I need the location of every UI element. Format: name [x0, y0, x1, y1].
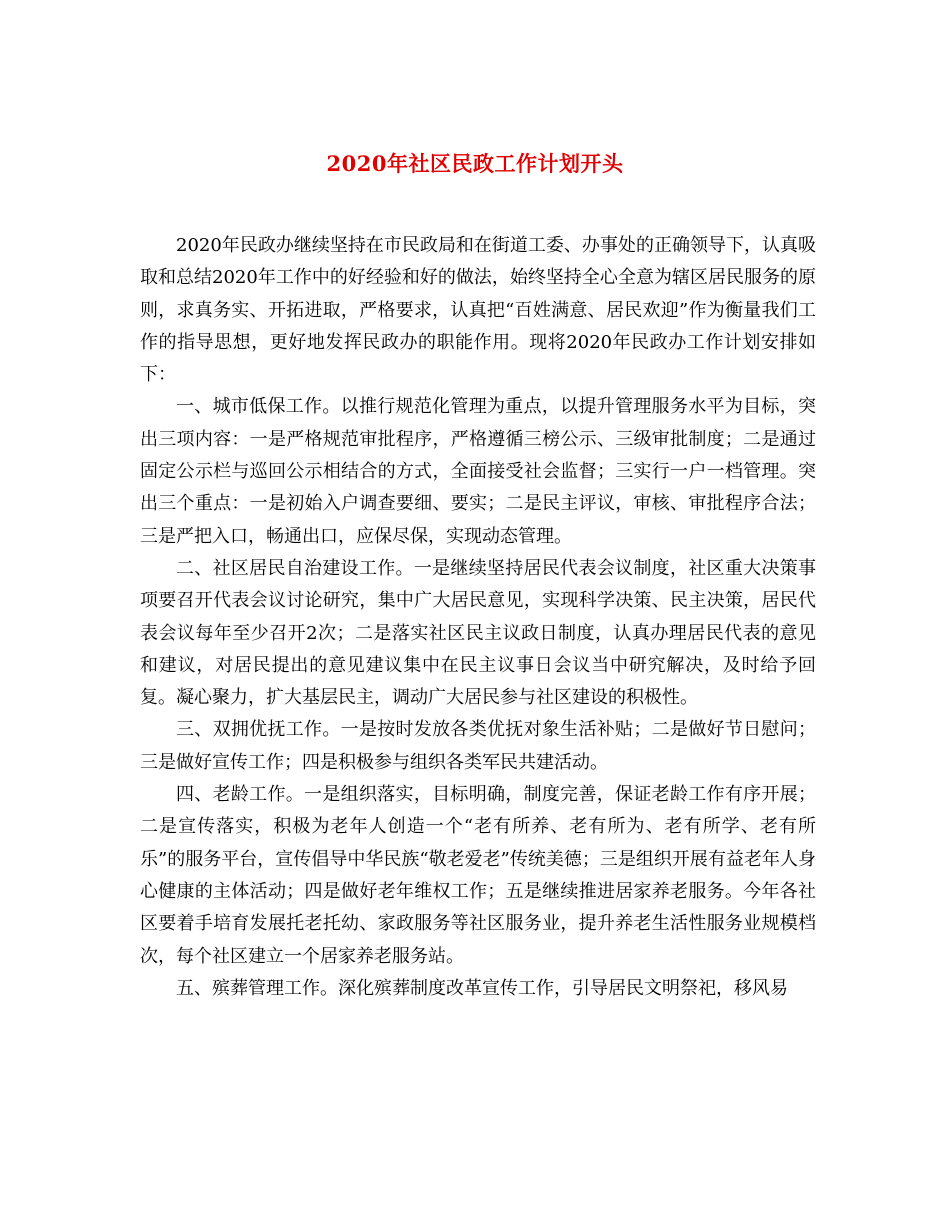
paragraph-funeral-management: 五、殡葬管理工作。深化殡葬制度改革宣传工作，引导居民文明祭祀，移风易	[176, 977, 788, 999]
paragraph-resident-autonomy: 二、社区居民自治建设工作。一是继续坚持居民代表会议制度，社区重大决策事项要召开代表会议讨论研究，集中广大居民意见，实现科学决策、民主决策，居民代表会议每年至少召开2次；二是落实社区民主议政日制度，认真办理居民代表的意见和建议，对居民提出的意见建议集中在民主议事日会议当中研究解决，及时给予回复。凝心聚力，扩大基层民主，调动广大居民参与社区建设的积极性。	[140, 557, 816, 709]
paragraph-intro: 2020年民政办继续坚持在市民政局和在街道工委、办事处的正确领导下，认真吸取和总结2020年工作中的好经验和好的做法，始终坚持全心全意为辖区居民服务的原则，求真务实、开拓进取，严格要求，认真把“百姓满意、居民欢迎”作为衡量我们工作的指导思想，更好地发挥民政办的职能作用。现将2020年民政办工作计划安排如下：	[140, 235, 816, 386]
document-body	[140, 230, 816, 1005]
document-title: 2020年社区民政工作计划开头	[326, 151, 624, 176]
paragraph-military-support: 三、双拥优抚工作。一是按时发放各类优抚对象生活补贴；二是做好节日慰问；三是做好宣传工作；四是积极参与组织各类军民共建活动。	[140, 719, 816, 773]
paragraph-low-income-security: 一、城市低保工作。以推行规范化管理为重点，以提升管理服务水平为目标，突出三项内容：一是严格规范审批程序，严格遵循三榜公示、三级审批制度；二是通过固定公示栏与巡回公示相结合的方式，全面接受社会监督；三实行一户一档管理。突出三个重点：一是初始入户调查要细、要实；二是民主评议，审核、审批程序合法；三是严把入口，畅通出口，应保尽保，实现动态管理。	[140, 396, 816, 547]
paragraph-elderly-work: 四、老龄工作。一是组织落实，目标明确，制度完善，保证老龄工作有序开展；二是宣传落实，积极为老年人创造一个“老有所养、老有所为、老有所学、老有所乐”的服务平台，宣传倡导中华民族“敬老爱老”传统美德；三是组织开展有益老年人身心健康的主体活动；四是做好老年维权工作；五是继续推进居家养老服务。今年各社区要着手培育发展托老托幼、家政服务等社区服务业，提升养老生活性服务业规模档次，每个社区建立一个居家养老服务站。	[140, 784, 816, 967]
